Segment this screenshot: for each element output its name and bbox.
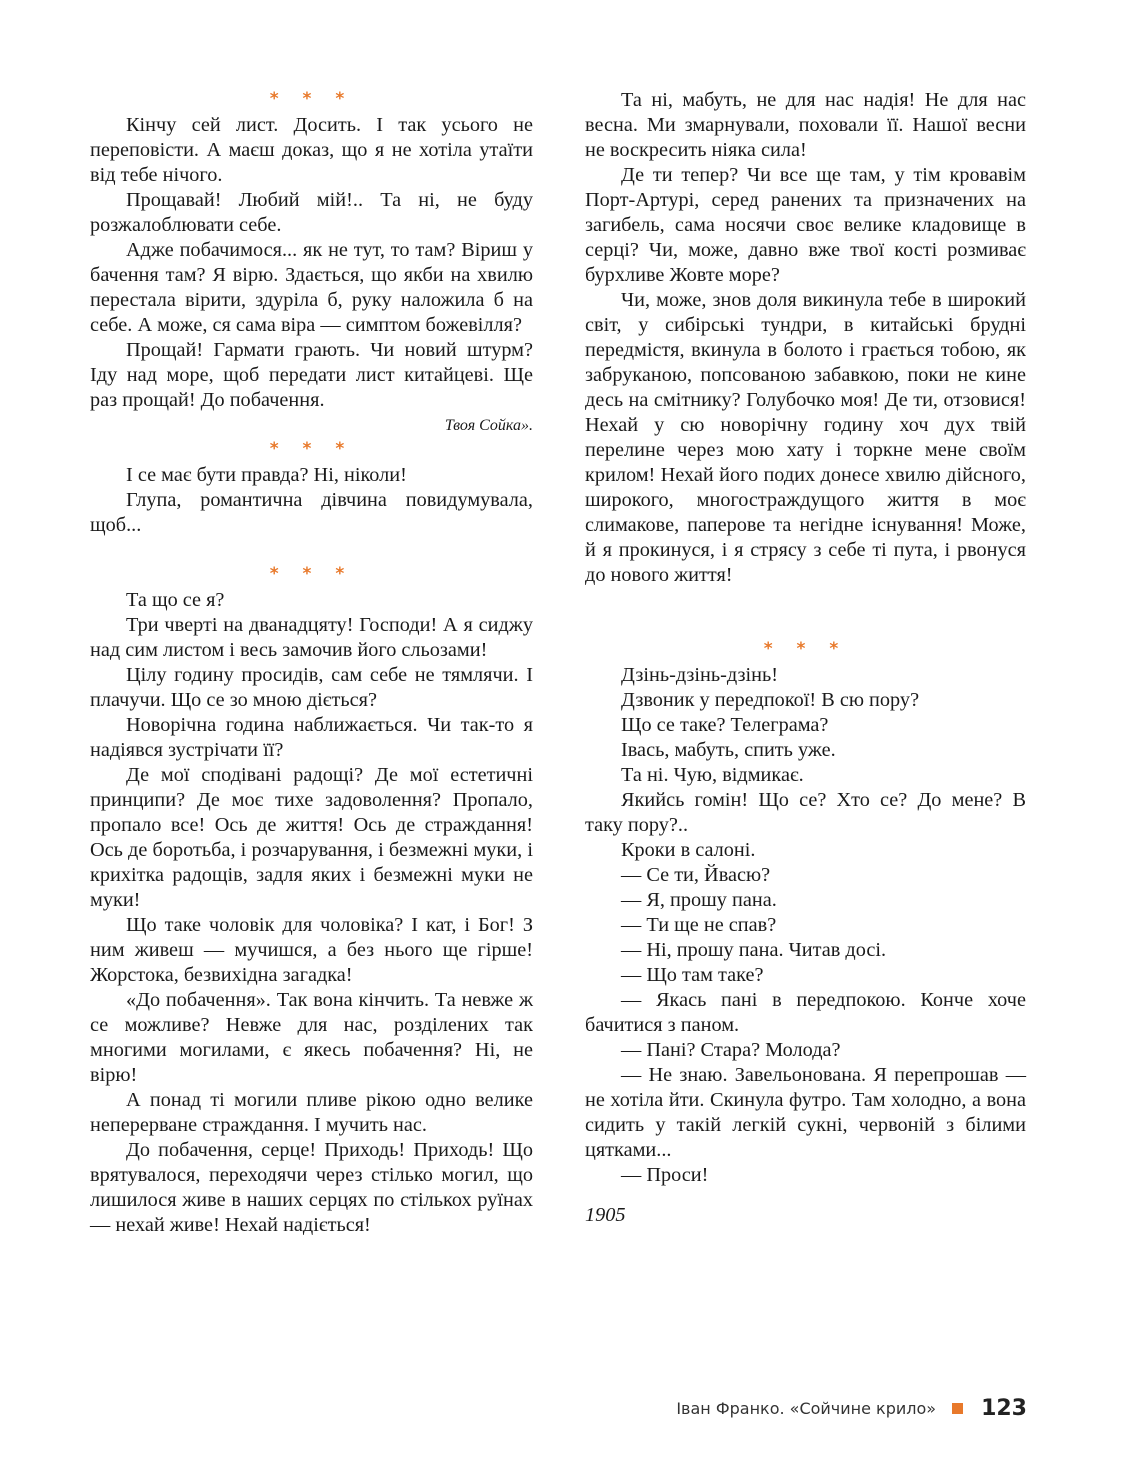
paragraph: Дзінь-дзінь-дзінь! [621, 664, 778, 686]
paragraph: — Ти ще не спав? [621, 914, 777, 936]
paragraph: Чи, може, знов доля викинула тебе в широкий світ, у сибірські тундри, в китайські брудні передмістя, вкинула в болото і грається тобою, як забруканою, попсованою забавкою, поки не кине десь на смітнику? Голубочко моя! Де ти, отзовися! Нехай у сю новорічну годину хоч дух твій перелине через мою хату і торкне мене своїм крилом! Нехай його подих донесе хвилю дійсного, широкого, многостраждущого життя в моє слимакове, паперове та негідне існування! Може, й я прокинуся, і я стрясу з себе ті пута, і рвонуся до нового життя! [585, 289, 1026, 586]
paragraph: А понад ті могили пливе рікою одно велике неперерване страждання. І мучить нас. [90, 1089, 533, 1136]
paragraph: Що таке чоловік для чоловіка? І кат, і Бог! З ним живеш — мучишся, а без нього ще гірше! Жорстока, безвихідна загадка! [90, 914, 533, 986]
paragraph: Глупа, романтична дівчина повидумувала, щоб... [90, 489, 533, 536]
paragraph: Новорічна година наближається. Чи так-то я надіявся зустрічати її? [90, 714, 533, 761]
section-divider-stars: * * * [269, 89, 354, 109]
section-divider-stars: * * * [763, 639, 848, 659]
date-year: 1905 [585, 1204, 626, 1226]
paragraph: — Я, прошу пана. [621, 889, 777, 911]
paragraph: Прощай! Гармати грають. Чи новий штурм? Іду над море, щоб передати лист китайцеві. Ще раз прощай! До побачення. [90, 339, 533, 411]
paragraph: — Пані? Стара? Молода? [621, 1039, 841, 1061]
page-number: 123 [981, 1396, 1027, 1421]
paragraph: — Якась пані в передпокою. Конче хоче бачитися з паном. [585, 989, 1026, 1036]
orange-square-marker [952, 1403, 963, 1414]
right-column [585, 88, 1026, 1228]
left-column [90, 88, 533, 1238]
page-footer [676, 1396, 1027, 1421]
paragraph: І се має бути правда? Ні, ніколи! [126, 464, 407, 486]
paragraph: Де мої сподівані радощі? Де мої естетичні принципи? Де моє тихе задоволення? Пропало, пропало все! Ось де життя! Ось де страждання! Ось де боротьба, і розчарування, і безмежні муки, і крихітка радощів, задля яких і безмежні муки не муки! [90, 764, 533, 911]
paragraph: Адже побачимося... як не тут, то там? Віриш у бачення там? Я вірю. Здається, що якби на хвилю перестала вірити, здуріла б, руку наложила б на себе. А може, ся сама віра — симптом божевілля? [90, 239, 533, 336]
section-divider-stars: * * * [269, 564, 354, 584]
paragraph: Якийсь гомін! Що се? Хто се? До мене? В таку пору?.. [585, 789, 1026, 836]
paragraph: Кінчу сей лист. Досить. І так усього не переповісти. А маєш доказ, що я не хотіла утаїти від тебе нічого. [90, 114, 533, 186]
footer-credit: Іван Франко. «Сойчине крило» [676, 1399, 937, 1418]
paragraph: Кроки в салоні. [621, 839, 756, 861]
paragraph: Цілу годину просидів, сам себе не тямлячи. І плачучи. Що се зо мною діється? [90, 664, 533, 711]
paragraph: Та ні. Чую, відмикає. [621, 764, 804, 786]
section-gap [585, 588, 1026, 613]
paragraph: Прощавай! Любий мій!.. Та ні, не буду розжалоблювати себе. [90, 189, 533, 236]
paragraph: Дзвоник у передпокої! В сю пору? [621, 689, 920, 711]
paragraph: Три чверті на дванадцяту! Господи! А я сиджу над сим листом і весь замочив його сльозами! [90, 614, 533, 661]
paragraph: Де ти тепер? Чи все ще там, у тім кровавім Порт-Артурі, серед ранених та призначених на загибель, сама носячи своє велике кладовище в серці? Чи, може, давно вже твої кості розмиває бурхливе Жовте море? [585, 164, 1026, 286]
section-gap [90, 538, 533, 563]
paragraph: — Що там таке? [621, 964, 764, 986]
paragraph: — Проси! [621, 1164, 709, 1186]
letter-signature: Твоя Сойка». [444, 417, 533, 434]
paragraph: Та ні, мабуть, не для нас надія! Не для нас весна. Ми змарнували, поховали її. Нашої весни не воскресить ніяка сила! [585, 89, 1026, 161]
paragraph: — Ні, прошу пана. Читав досі. [621, 939, 887, 961]
paragraph: Що се таке? Телеграма? [621, 714, 829, 736]
paragraph: До побачення, серце! Приходь! Приходь! Що врятувалося, переходячи через стілько могил, що лишилося живе в наших серцях по стількох руїнах — нехай живе! Нехай надіється! [90, 1139, 533, 1236]
section-gap [585, 613, 1026, 638]
section-divider-stars: * * * [269, 439, 354, 459]
paragraph: Івась, мабуть, спить уже. [621, 739, 836, 761]
paragraph: — Не знаю. Завельонована. Я перепрошав — не хотіла йти. Скинула футро. Там холодно, а вона сидить у такій легкій сукні, червоній з білими цятками... [585, 1064, 1026, 1161]
paragraph: «До побачення». Так вона кінчить. Та невже ж се можливе? Невже для нас, розділених так многими могилами, є якесь побачення? Ні, не вірю! [90, 989, 533, 1086]
paragraph: — Се ти, Йвасю? [621, 864, 771, 886]
paragraph: Та що се я? [126, 589, 225, 611]
